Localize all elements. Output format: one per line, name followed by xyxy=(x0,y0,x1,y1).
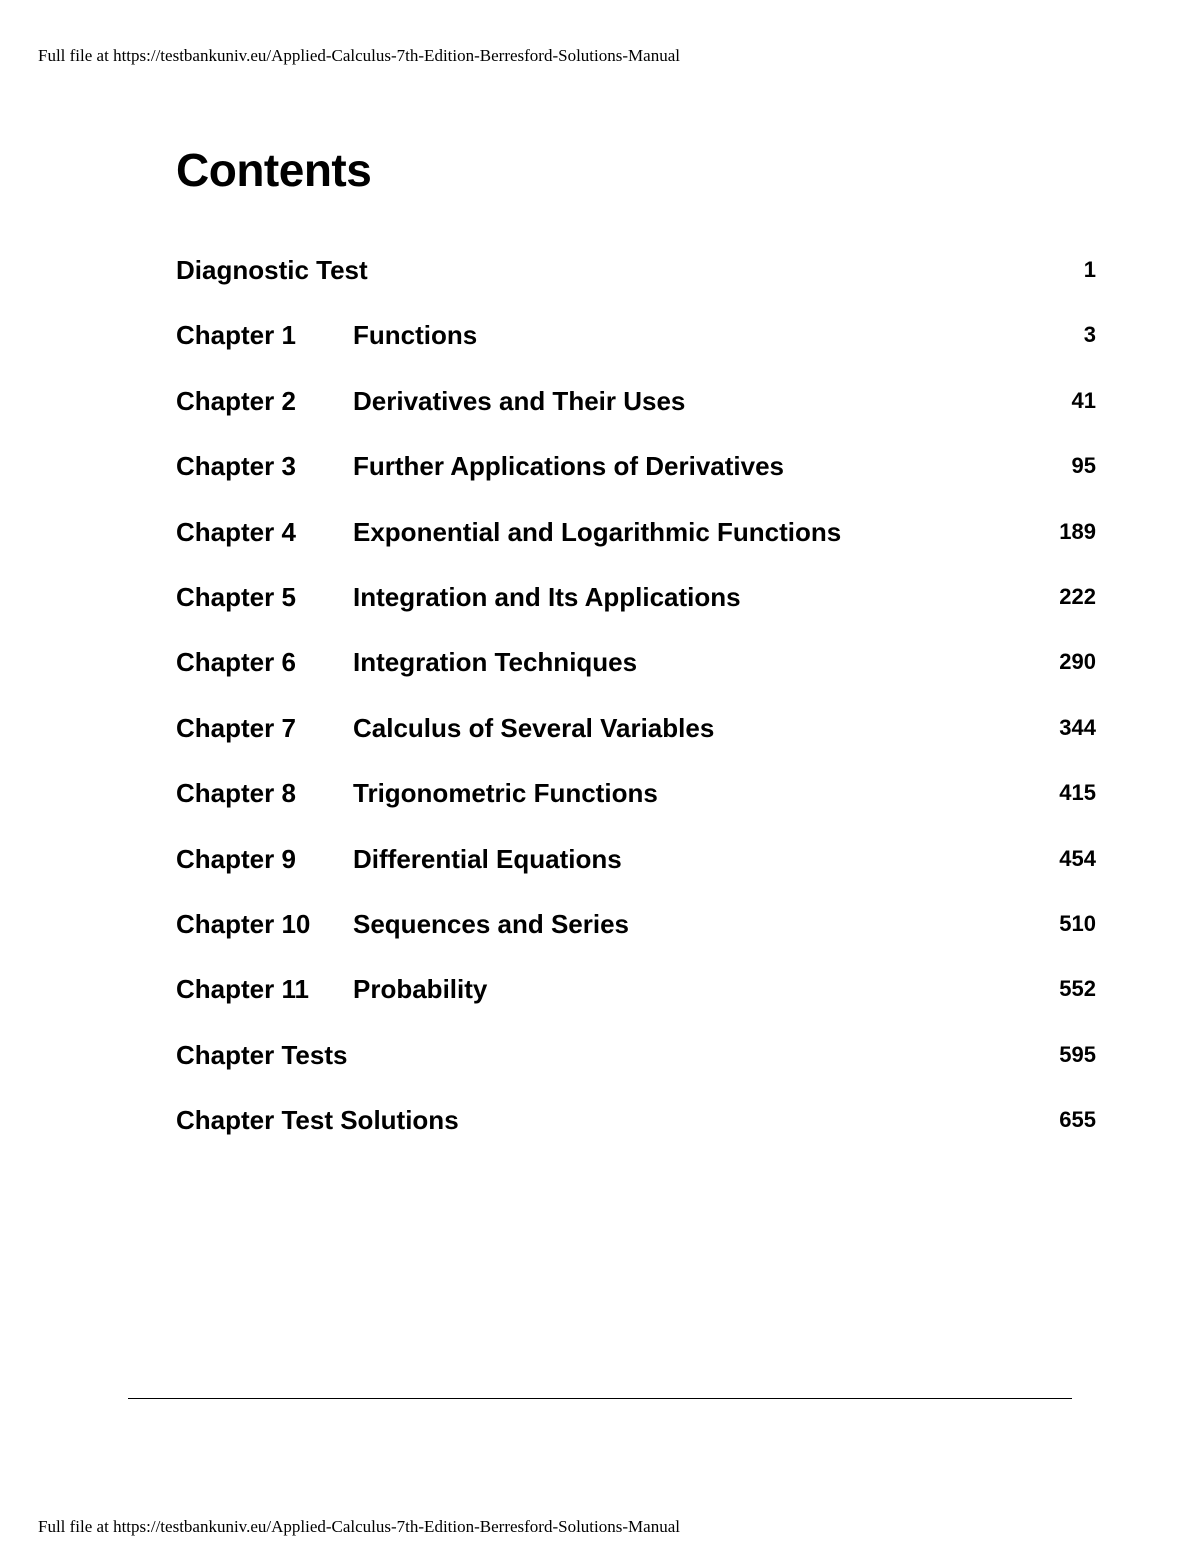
toc-entry-page: 344 xyxy=(1059,714,1096,740)
toc-entry-page: 415 xyxy=(1059,780,1096,806)
toc-chapter-number: Chapter 5 xyxy=(176,581,296,612)
toc-entry-chapter-6 xyxy=(176,644,1096,709)
toc-entry-label: Chapter Test Solutions xyxy=(176,1105,459,1136)
toc-entry-page: 552 xyxy=(1059,976,1096,1002)
toc-chapter-title: Integration Techniques xyxy=(353,647,638,678)
source-banner-bottom: Full file at https://testbankuniv.eu/Applied-Calculus-7th-Edition-Berresford-Solutions-Manual xyxy=(38,1517,680,1536)
toc-entry-page: 95 xyxy=(1071,453,1096,479)
toc-chapter-number: Chapter 8 xyxy=(176,778,296,809)
toc-chapter-title: Calculus of Several Variables xyxy=(353,712,715,743)
toc-entry-chapter-9 xyxy=(176,841,1096,906)
toc-entry-chapter-4 xyxy=(176,514,1096,579)
toc-entry-page: 510 xyxy=(1059,910,1096,936)
toc-chapter-number: Chapter 1 xyxy=(176,320,296,351)
toc-entry-chapter-11 xyxy=(176,971,1096,1036)
toc-entry-chapter-tests xyxy=(176,1037,1096,1102)
toc-chapter-title: Exponential and Logarithmic Functions xyxy=(353,516,842,547)
toc-chapter-title: Sequences and Series xyxy=(353,908,630,939)
toc-entry-page: 41 xyxy=(1071,387,1096,413)
toc-entry-chapter-7 xyxy=(176,710,1096,775)
toc-entry-chapter-2 xyxy=(176,383,1096,448)
toc-entry-chapter-3 xyxy=(176,448,1096,513)
toc-chapter-title: Differential Equations xyxy=(353,843,622,874)
toc-entry-chapter-10 xyxy=(176,906,1096,971)
toc-entry-diagnostic-test xyxy=(176,252,1096,317)
toc-entry-label: Chapter Tests xyxy=(176,1039,348,1070)
toc-chapter-title: Functions xyxy=(353,320,478,351)
toc-chapter-title: Probability xyxy=(353,974,488,1005)
page-title: Contents xyxy=(176,144,372,196)
toc-entry-page: 655 xyxy=(1059,1107,1096,1133)
toc-chapter-number: Chapter 2 xyxy=(176,385,296,416)
toc-entry-label: Diagnostic Test xyxy=(176,255,368,285)
toc-chapter-title: Integration and Its Applications xyxy=(353,581,741,612)
footer-divider xyxy=(128,1398,1072,1399)
toc-entry-page: 3 xyxy=(1083,322,1096,348)
toc-entry-page: 189 xyxy=(1059,518,1096,544)
toc-chapter-number: Chapter 3 xyxy=(176,451,296,482)
toc-entry-page: 290 xyxy=(1059,649,1096,675)
toc-entry-chapter-1 xyxy=(176,317,1096,382)
table-of-contents xyxy=(176,252,1096,1167)
toc-chapter-number: Chapter 11 xyxy=(176,974,309,1005)
toc-chapter-number: Chapter 6 xyxy=(176,647,296,678)
toc-entry-page: 595 xyxy=(1059,1041,1096,1067)
source-banner-top: Full file at https://testbankuniv.eu/Applied-Calculus-7th-Edition-Berresford-Solutions-Manual xyxy=(38,46,680,65)
toc-chapter-number: Chapter 7 xyxy=(176,712,296,743)
toc-chapter-title: Trigonometric Functions xyxy=(353,778,658,809)
toc-chapter-title: Derivatives and Their Uses xyxy=(353,385,686,416)
toc-entry-chapter-8 xyxy=(176,775,1096,840)
toc-chapter-number: Chapter 10 xyxy=(176,908,311,939)
toc-entry-page: 222 xyxy=(1059,583,1096,609)
toc-entry-chapter-5 xyxy=(176,579,1096,644)
toc-chapter-title: Further Applications of Derivatives xyxy=(353,451,785,482)
toc-chapter-number: Chapter 9 xyxy=(176,843,296,874)
toc-entry-chapter-test-solutions xyxy=(176,1102,1096,1167)
toc-chapter-number: Chapter 4 xyxy=(176,516,296,547)
toc-entry-page: 1 xyxy=(1083,257,1096,282)
toc-entry-page: 454 xyxy=(1059,845,1096,871)
